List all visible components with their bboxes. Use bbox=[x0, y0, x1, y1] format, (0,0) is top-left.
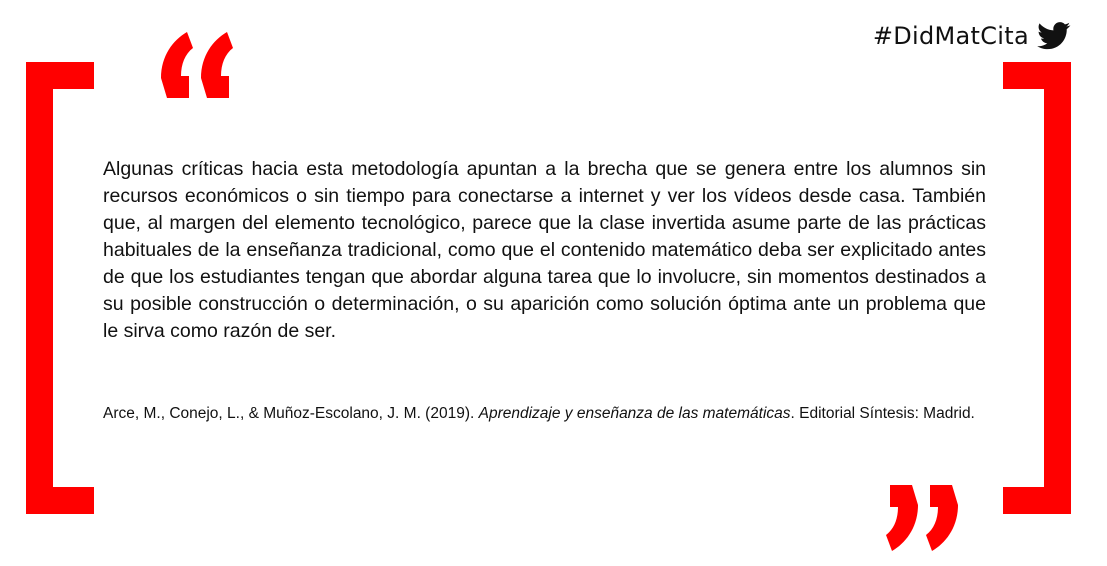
citation-title: Aprendizaje y enseñanza de las matemáticas bbox=[478, 405, 791, 422]
citation-authors: Arce, M., Conejo, L., & Muñoz-Escolano, J. M. (2019). bbox=[103, 405, 479, 422]
left-bracket bbox=[26, 62, 94, 514]
close-quote-icon bbox=[884, 485, 964, 557]
open-quote-icon bbox=[155, 26, 235, 98]
right-bracket bbox=[1003, 62, 1071, 514]
hashtag-text: #DidMatCita bbox=[872, 22, 1029, 50]
citation-publisher: . Editorial Síntesis: Madrid. bbox=[790, 405, 975, 422]
twitter-bird-icon bbox=[1037, 22, 1071, 50]
quote-text: Algunas críticas hacia esta metodología apuntan a la brecha que se genera entre los alumnos sin recursos económicos o sin tiempo para conectarse a internet y ver los vídeos desde casa. También que, al margen del elemento tecnológico, parece que la clase invertida asume parte de las prácticas habituales de la enseñanza tradicional, como que el contenido matemático deba ser explicitado antes de que los estudiantes tengan que abordar alguna tarea que lo involucre, sin momentos destinados a su posible construcción o determinación, o su aparición como solución óptima ante un problema que le sirva como razón de ser. bbox=[103, 158, 986, 342]
hashtag-header bbox=[873, 22, 1071, 50]
citation bbox=[103, 404, 986, 424]
